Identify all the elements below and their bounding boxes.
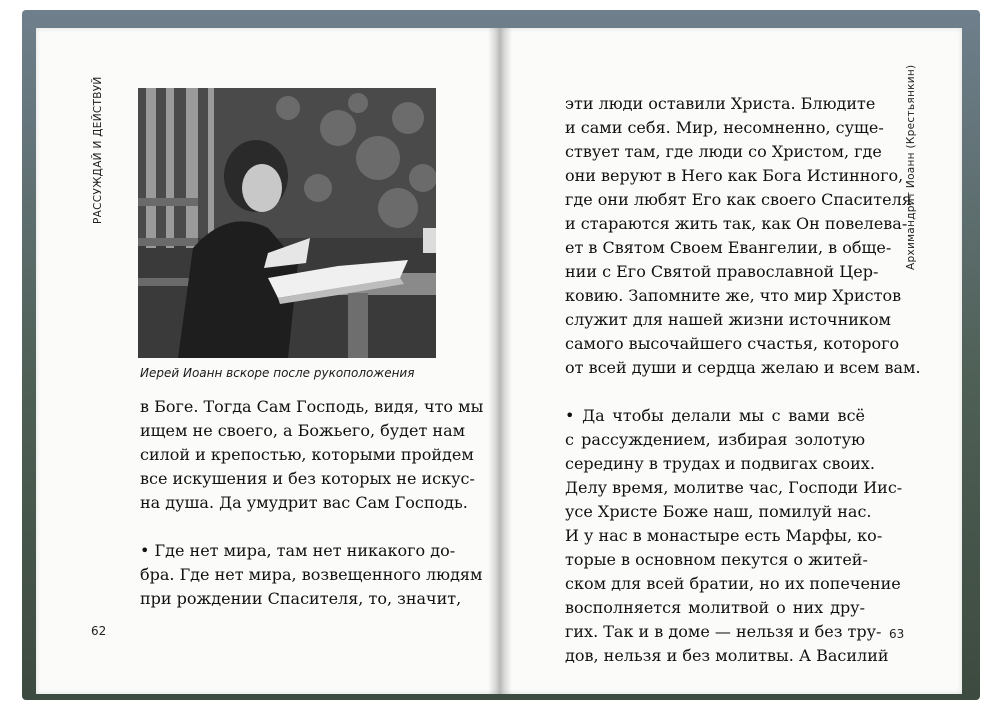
text-line: самого высочайшего счастья, которого <box>565 334 900 353</box>
text-line: усе Христе Боже наш, помилуй нас. <box>565 502 872 521</box>
text-line: дов, нельзя и без молитвы. А Василий <box>565 646 889 665</box>
text-line: нии с Его Святой православной Цер- <box>565 262 879 281</box>
right-page-number: 63 <box>889 627 905 641</box>
text-line: ищем не своего, а Божьего, будет нам <box>140 421 466 440</box>
text-line: гих. Так и в доме — нельзя и без тру- <box>565 622 882 641</box>
text-line: и сами себя. Мир, несомненно, суще- <box>565 118 884 137</box>
left-body-text <box>140 395 484 611</box>
text-line: они веруют в Него как Бога Истинного, <box>565 166 904 185</box>
text-line: и стараются жить так, как Он повелева- <box>565 214 908 233</box>
text-line: при рождении Спасителя, то, значит, <box>140 589 462 608</box>
text-line: в Боге. Тогда Сам Господь, видя, что мы <box>140 397 484 416</box>
left-running-head: РАССУЖДАЙ И ДЕЙСТВУЙ <box>92 76 104 224</box>
photo-caption: Иерей Иоанн вскоре после рукоположения <box>140 366 415 380</box>
text-line: восполняется молитвой о них дру- <box>565 598 865 617</box>
text-line: все искушения и без которых не искус- <box>140 469 475 488</box>
photo-priest-reading <box>138 88 436 358</box>
text-line: • Да чтобы делали мы с вами всё <box>565 406 865 425</box>
text-line: служит для нашей жизни источником <box>565 310 891 329</box>
text-line: эти люди оставили Христа. Блюдите <box>565 94 876 113</box>
text-line: ском для всей братии, но их попечение <box>565 574 901 593</box>
right-running-head: Архимандрит Иоанн (Крестьянкин) <box>905 64 917 270</box>
text-line: ет в Святом Своем Евангелии, в обще- <box>565 238 892 257</box>
text-line: от всей души и сердца желаю и всем вам. <box>565 358 921 377</box>
text-line: И у нас в монастыре есть Марфы, ко- <box>565 526 883 545</box>
text-line: на душа. Да умудрит вас Сам Господь. <box>140 493 468 512</box>
text-line: середину в трудах и подвигах своих. <box>565 454 875 473</box>
text-line: где они любят Его как своего Спасителя <box>565 190 912 209</box>
left-page-number: 62 <box>91 624 107 638</box>
text-line: ствует там, где люди со Христом, где <box>565 142 882 161</box>
text-line: бра. Где нет мира, возвещенного людям <box>140 565 483 584</box>
text-line: • Где нет мира, там нет никакого до- <box>140 541 456 560</box>
book-gutter <box>488 28 512 694</box>
text-line: Делу время, молитве час, Господи Иис- <box>565 478 903 497</box>
text-line: с рассуждением, избирая золотую <box>565 430 865 449</box>
text-line: ковию. Запомните же, что мир Христов <box>565 286 902 305</box>
text-line: торые в основном пекутся о житей- <box>565 550 868 569</box>
text-line: силой и крепостью, которыми пройдем <box>140 445 474 464</box>
